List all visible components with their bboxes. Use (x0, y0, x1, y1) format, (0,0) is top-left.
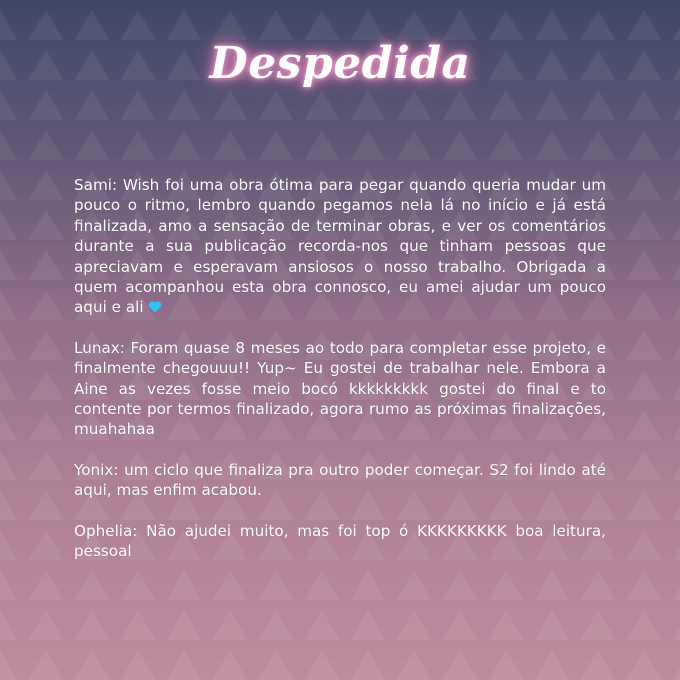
message-yonix: Yonix: um ciclo que finaliza pra outro poder começar. S2 foi lindo até aqui, mas enfim acabou. (74, 460, 606, 500)
farewell-messages (74, 175, 606, 582)
heart-icon (148, 301, 162, 313)
message-text: Sami: Wish foi uma obra ótima para pegar quando queria mudar um pouco o ritmo, lembro quando pegamos nela lá no início e já está finalizada, amo a sensação de terminar obras, e ver os comentários durante a sua publicação recorda-nos que tinham pessoas que apreciavam e esperavam ansiosos o nosso trabalho. Obrigada a quem acompanhou esta obra connosco, eu amei ajudar um pouco aqui e ali (74, 176, 606, 317)
message-sami (74, 175, 606, 318)
message-lunax: Lunax: Foram quase 8 meses ao todo para completar esse projeto, e finalmente chegouuu!! Yup~ Eu gostei de trabalhar nele. Embora a Aine as vezes fosse meio bocó kkkkkkkkk gostei do final e to contente por termos finalizado, agora rumo as próximas finalizações, muahahaa (74, 338, 606, 439)
page-title: Despedida (209, 38, 471, 89)
message-ophelia: Ophelia: Não ajudei muito, mas foi top ó KKKKKKKKK boa leitura, pessoal (74, 521, 606, 561)
